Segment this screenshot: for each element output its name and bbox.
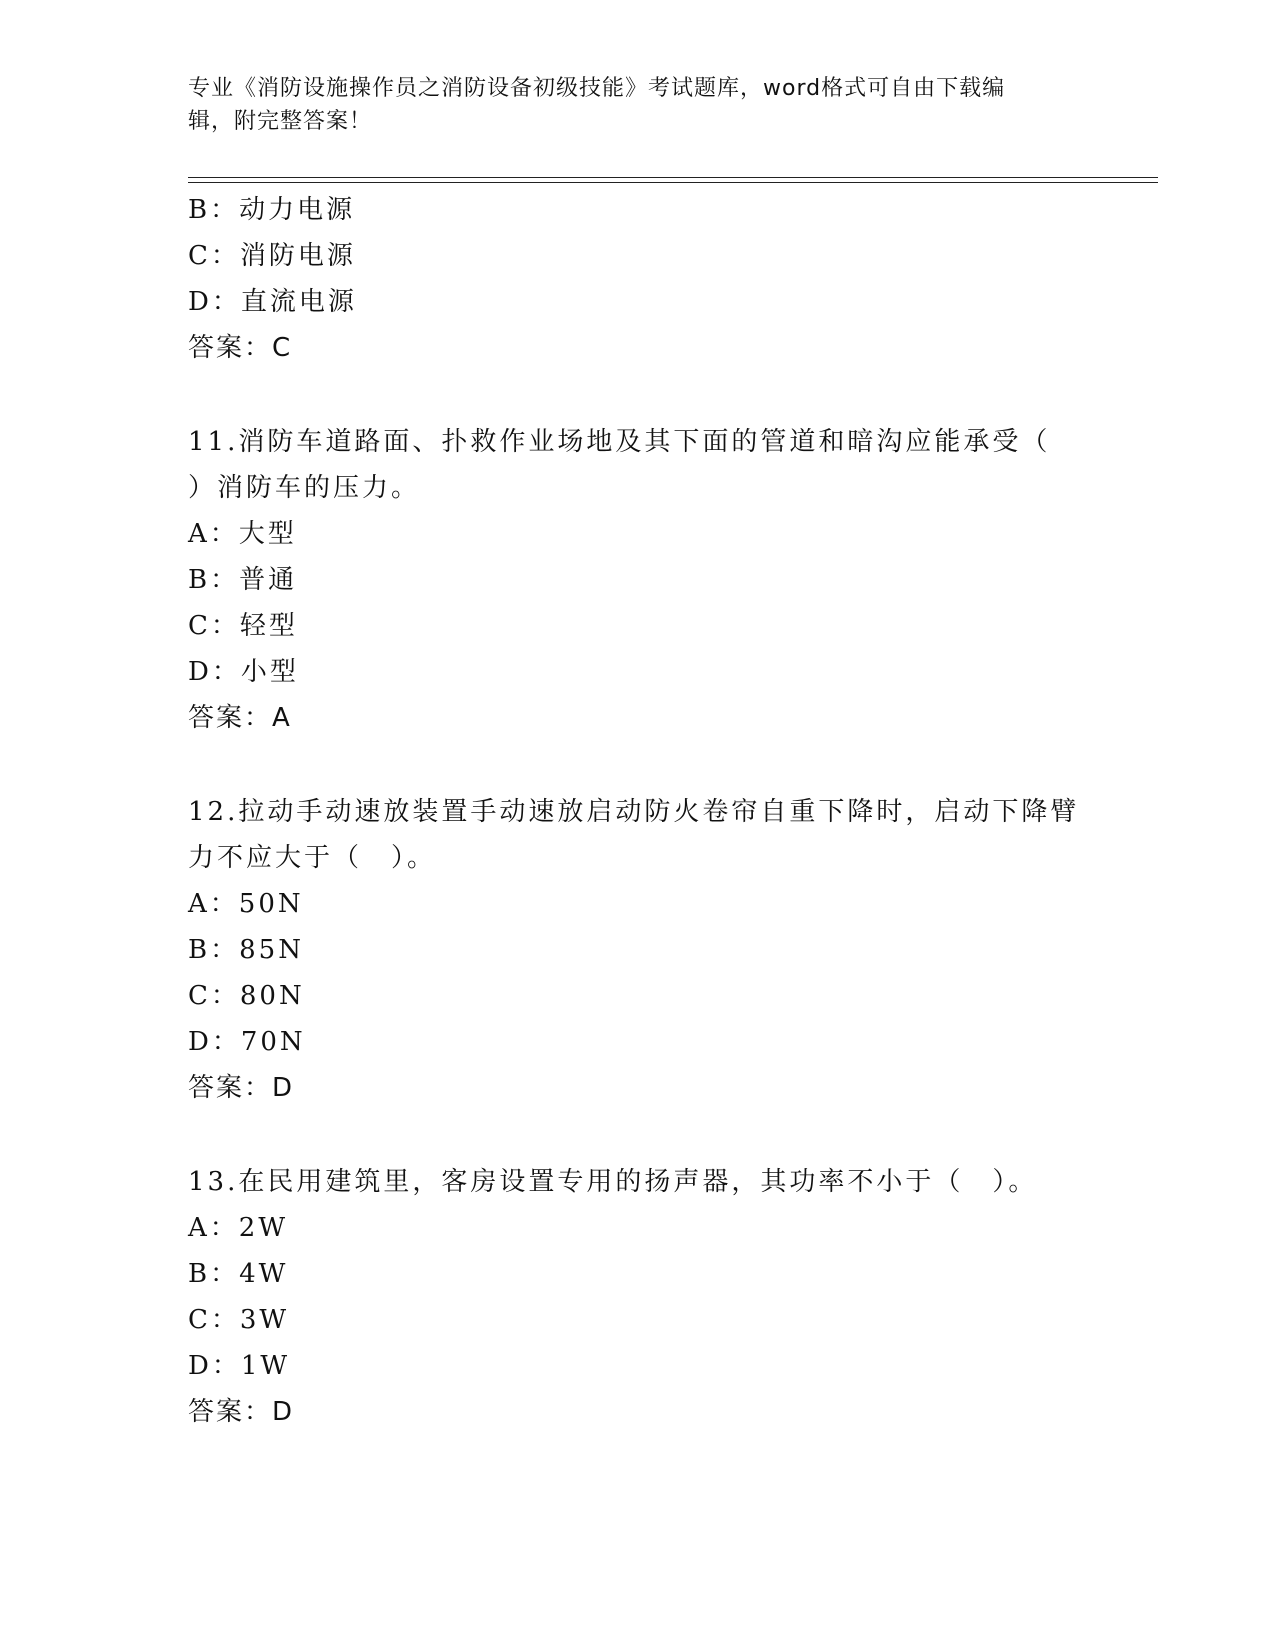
option-c: C：轻型	[188, 611, 298, 641]
question-list	[188, 187, 1088, 1435]
question-block-13	[188, 1159, 1088, 1435]
option-a: A：2W	[188, 1213, 289, 1243]
answer-line: 答案：D	[188, 1397, 295, 1427]
header-line-1: 专业《消防设施操作员之消防设备初级技能》考试题库，word格式可自由下载编	[188, 76, 1006, 101]
option-d: D：直流电源	[188, 287, 357, 317]
option-c: C：消防电源	[188, 241, 356, 271]
option-b: B：4W	[188, 1259, 289, 1289]
question-block-12	[188, 789, 1088, 1111]
question-block-11	[188, 419, 1088, 741]
header-line-2: 辑，附完整答案！	[188, 109, 373, 134]
option-d: D：小型	[188, 657, 299, 687]
answer-line: 答案：D	[188, 1073, 295, 1103]
question-stem: 12.拉动手动速放装置手动速放启动防火卷帘自重下降时，启动下降臂	[188, 797, 1080, 827]
answer-line: 答案：C	[188, 333, 293, 363]
question-stem: 11.消防车道路面、扑救作业场地及其下面的管道和暗沟应能承受（	[188, 427, 1051, 457]
option-a: A：大型	[188, 519, 297, 549]
option-a: A：50N	[188, 889, 304, 919]
option-d: D：1W	[188, 1351, 291, 1381]
question-stem: 13.在民用建筑里，客房设置专用的扬声器，其功率不小于（ ）。	[188, 1167, 1038, 1197]
option-d: D：70N	[188, 1027, 306, 1057]
question-block-10	[188, 187, 1088, 371]
header-divider-top	[188, 177, 1158, 178]
header-divider-bottom	[188, 182, 1158, 183]
question-stem-continued: ）消防车的压力。	[188, 473, 421, 503]
question-stem-continued: 力不应大于（ ）。	[188, 843, 437, 873]
option-b: B：普通	[188, 565, 298, 595]
document-header	[188, 72, 1068, 138]
option-b: B：动力电源	[188, 195, 356, 225]
option-c: C：80N	[188, 981, 305, 1011]
answer-line: 答案：A	[188, 703, 292, 733]
option-c: C：3W	[188, 1305, 290, 1335]
option-b: B：85N	[188, 935, 304, 965]
